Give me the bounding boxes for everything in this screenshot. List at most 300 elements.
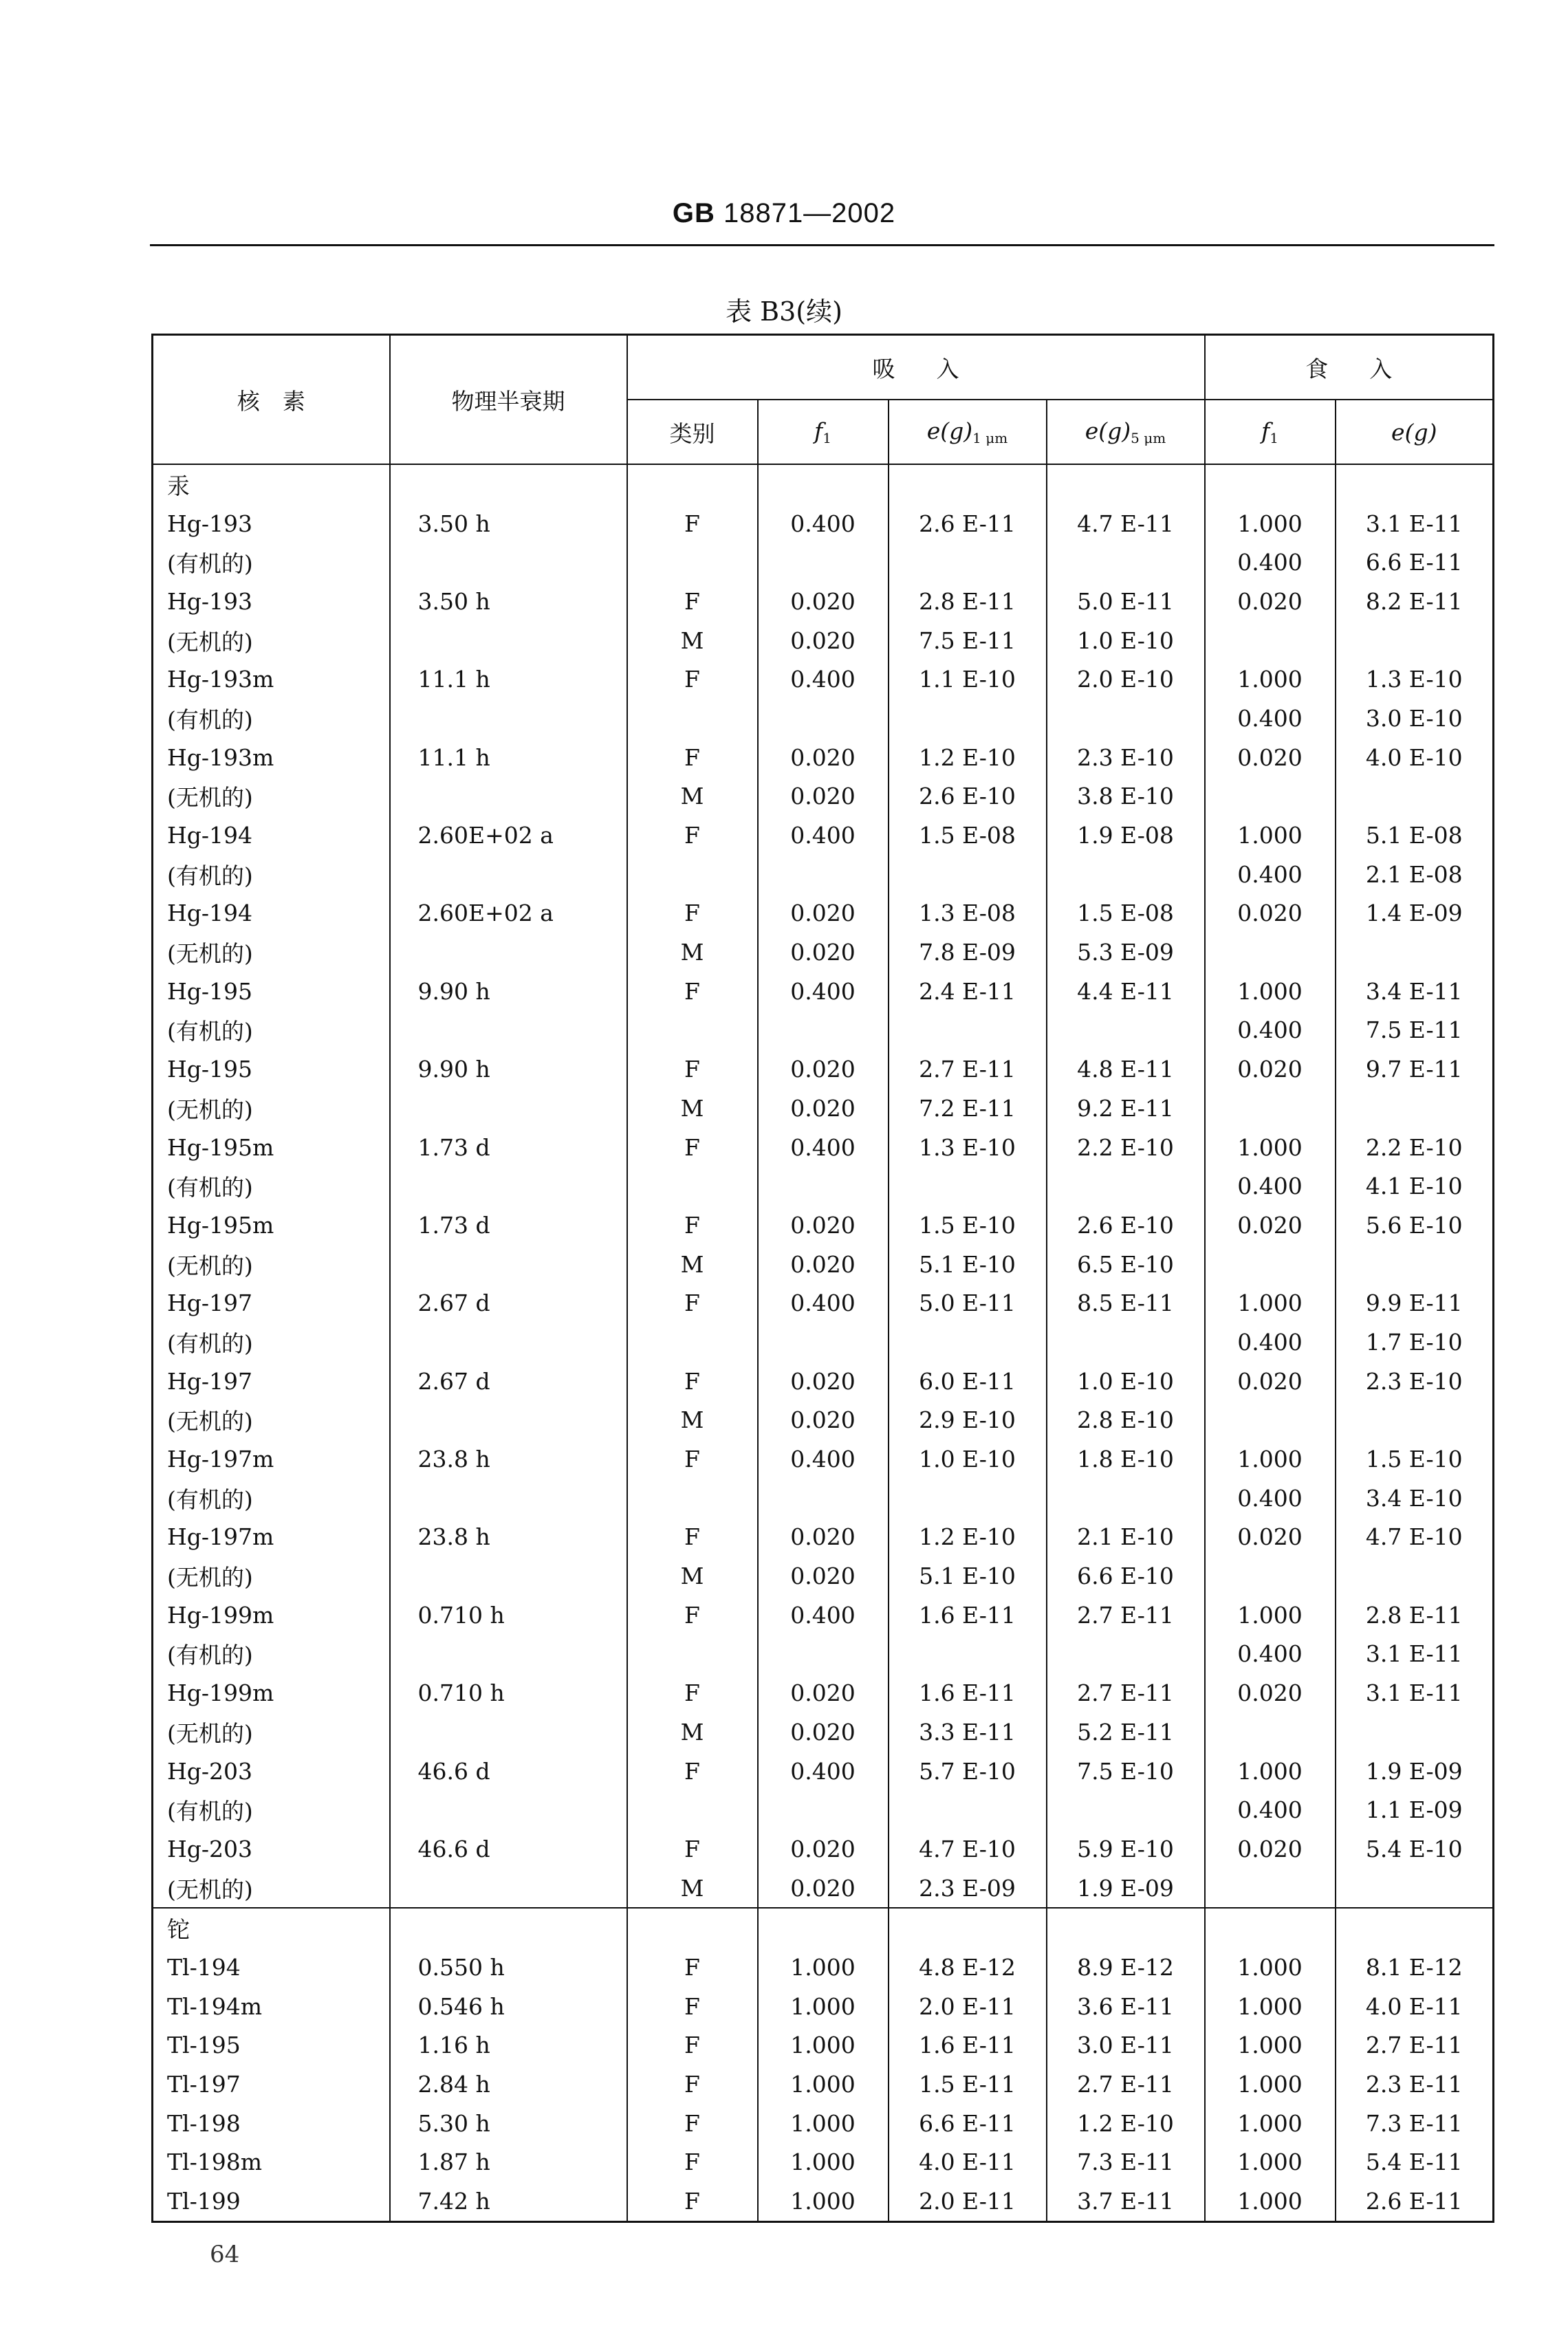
table-cell: 6.0 E-11 <box>889 1362 1047 1401</box>
table-cell: 0.020 <box>758 933 889 972</box>
table-cell: (无机的) <box>153 933 390 972</box>
table-cell: 5.1 E-10 <box>889 1556 1047 1596</box>
table-cell: (有机的) <box>153 1011 390 1050</box>
table-cell: (无机的) <box>153 1089 390 1128</box>
table-cell: 3.1 E-11 <box>1336 504 1494 543</box>
table-cell: 0.020 <box>1205 1518 1336 1557</box>
table-cell <box>1047 1166 1205 1206</box>
table-cell: 0.400 <box>758 972 889 1011</box>
col-header-halflife: 物理半衰期 <box>390 335 627 465</box>
table-cell <box>1205 1089 1336 1128</box>
table-cell: 23.8 h <box>390 1439 627 1479</box>
table-cell: 0.020 <box>758 1713 889 1752</box>
table-cell: M <box>627 1089 758 1128</box>
table-cell: 3.1 E-11 <box>1336 1673 1494 1713</box>
table-cell: F <box>627 1596 758 1635</box>
table-cell: 8.2 E-11 <box>1336 582 1494 621</box>
table-cell: F <box>627 1283 758 1323</box>
table-cell <box>390 1245 627 1284</box>
table-cell: 1.4 E-09 <box>1336 894 1494 933</box>
table-cell: F <box>627 2104 758 2143</box>
table-cell: 2.7 E-11 <box>1047 1673 1205 1713</box>
table-cell: 9.7 E-11 <box>1336 1050 1494 1089</box>
table-cell: 3.1 E-11 <box>1336 1635 1494 1674</box>
table-cell: 1.73 d <box>390 1206 627 1245</box>
table-cell <box>390 1011 627 1050</box>
table-cell: 0.020 <box>1205 1362 1336 1401</box>
table-cell: 1.000 <box>1205 2065 1336 2104</box>
col-header-f1-inhalation: $f_1$ <box>758 400 889 464</box>
table-cell <box>390 1323 627 1362</box>
table-cell: 6.6 E-11 <box>1336 543 1494 582</box>
table-row <box>153 933 1494 972</box>
table-cell: 1.6 E-11 <box>889 1673 1047 1713</box>
table-cell: 0.020 <box>758 1245 889 1284</box>
table-cell: 1.6 E-11 <box>889 2026 1047 2065</box>
table-cell <box>627 1166 758 1206</box>
table-cell <box>758 1635 889 1674</box>
table-cell: 2.60E+02 a <box>390 816 627 855</box>
table-cell <box>390 1556 627 1596</box>
table-cell: 5.3 E-09 <box>1047 933 1205 972</box>
table-cell: 0.020 <box>758 1050 889 1089</box>
table-cell <box>1047 855 1205 894</box>
table-cell: F <box>627 738 758 777</box>
table-row <box>153 621 1494 660</box>
table-cell: 1.000 <box>1205 1987 1336 2026</box>
table-cell: 1.87 h <box>390 2143 627 2182</box>
table-cell: 2.6 E-11 <box>889 504 1047 543</box>
table-body <box>153 464 1494 2221</box>
table-cell: 1.000 <box>1205 660 1336 699</box>
table-cell <box>758 1908 889 1948</box>
table-cell: Hg-197m <box>153 1518 390 1557</box>
table-row <box>153 894 1494 933</box>
table-cell: 0.020 <box>1205 1050 1336 1089</box>
table-cell <box>758 1323 889 1362</box>
table-cell: Tl-195 <box>153 2026 390 2065</box>
table-cell: M <box>627 1556 758 1596</box>
table-cell: 0.020 <box>758 777 889 816</box>
table-cell: 11.1 h <box>390 738 627 777</box>
table-cell: 1.000 <box>758 2143 889 2182</box>
table-row <box>153 1635 1494 1674</box>
table-cell: F <box>627 2143 758 2182</box>
table-cell: F <box>627 660 758 699</box>
table-cell: 1.000 <box>758 2182 889 2221</box>
table-cell: 1.000 <box>758 2026 889 2065</box>
table-row <box>153 1713 1494 1752</box>
table-cell <box>889 1011 1047 1050</box>
table-cell: F <box>627 1518 758 1557</box>
table-cell: 0.020 <box>1205 894 1336 933</box>
table-row <box>153 816 1494 855</box>
table-cell <box>758 1790 889 1829</box>
table-cell <box>758 699 889 738</box>
table-cell: 0.400 <box>1205 1323 1336 1362</box>
table-cell: 2.8 E-10 <box>1047 1401 1205 1440</box>
table-cell: 0.400 <box>758 816 889 855</box>
table-cell <box>390 777 627 816</box>
table-cell: 1.6 E-11 <box>889 1596 1047 1635</box>
table-cell: 0.020 <box>1205 582 1336 621</box>
table-cell: 0.400 <box>1205 855 1336 894</box>
table-cell: 2.6 E-11 <box>1336 2182 1494 2221</box>
table-cell: 1.000 <box>1205 2026 1336 2065</box>
table-cell: 汞 <box>153 464 390 504</box>
table-cell: 7.5 E-11 <box>1336 1011 1494 1050</box>
table-row <box>153 1166 1494 1206</box>
table-cell: 6.6 E-11 <box>889 2104 1047 2143</box>
table-cell: 1.2 E-10 <box>889 1518 1047 1557</box>
table-cell: 5.0 E-11 <box>1047 582 1205 621</box>
table-cell: F <box>627 2182 758 2221</box>
page-number: 64 <box>210 2241 240 2268</box>
table-row <box>153 1050 1494 1089</box>
table-cell: M <box>627 1869 758 1909</box>
table-cell: 8.9 E-12 <box>1047 1948 1205 1987</box>
table-cell: 1.3 E-10 <box>1336 660 1494 699</box>
table-cell: F <box>627 1206 758 1245</box>
table-cell: 5.9 E-10 <box>1047 1829 1205 1869</box>
table-cell <box>390 1089 627 1128</box>
table-cell <box>627 1011 758 1050</box>
table-cell: 0.020 <box>758 1206 889 1245</box>
table-cell: 2.8 E-11 <box>889 582 1047 621</box>
table-cell: Hg-194 <box>153 816 390 855</box>
table-cell <box>390 1790 627 1829</box>
table-cell: (有机的) <box>153 1479 390 1518</box>
table-row <box>153 1948 1494 1987</box>
table-cell: 4.0 E-11 <box>1336 1987 1494 2026</box>
table-cell <box>1336 1401 1494 1440</box>
table-cell <box>1047 464 1205 504</box>
table-cell: 1.1 E-09 <box>1336 1790 1494 1829</box>
table-cell: 0.020 <box>1205 1673 1336 1713</box>
table-cell <box>1047 699 1205 738</box>
table-cell: 0.550 h <box>390 1948 627 1987</box>
table-cell: 0.020 <box>758 738 889 777</box>
table-cell: 6.5 E-10 <box>1047 1245 1205 1284</box>
table-row <box>153 2143 1494 2182</box>
table-cell: 1.000 <box>1205 1128 1336 1167</box>
table-cell: F <box>627 894 758 933</box>
table-cell <box>390 543 627 582</box>
table-cell: (无机的) <box>153 777 390 816</box>
table-cell <box>1336 1869 1494 1909</box>
table-cell <box>1205 1556 1336 1596</box>
table-cell: 0.020 <box>758 1401 889 1440</box>
table-cell <box>627 464 758 504</box>
table-cell: Hg-197m <box>153 1439 390 1479</box>
table-cell: 3.4 E-10 <box>1336 1479 1494 1518</box>
table-cell <box>1205 1713 1336 1752</box>
table-row <box>153 738 1494 777</box>
table-cell: 2.6 E-10 <box>889 777 1047 816</box>
table-cell <box>889 1323 1047 1362</box>
table-cell <box>627 1790 758 1829</box>
table-cell: 0.546 h <box>390 1987 627 2026</box>
table-cell <box>758 1011 889 1050</box>
table-cell <box>758 1166 889 1206</box>
table-cell: 23.8 h <box>390 1518 627 1557</box>
standard-prefix: GB <box>672 198 715 228</box>
table-cell <box>1047 543 1205 582</box>
table-cell: 5.0 E-11 <box>889 1283 1047 1323</box>
table-cell: Hg-195 <box>153 972 390 1011</box>
table-cell: Hg-203 <box>153 1752 390 1791</box>
table-cell: 3.0 E-10 <box>1336 699 1494 738</box>
table-row <box>153 464 1494 504</box>
table-cell: 4.0 E-11 <box>889 2143 1047 2182</box>
table-cell <box>1205 464 1336 504</box>
table-row <box>153 1987 1494 2026</box>
table-cell: Hg-203 <box>153 1829 390 1869</box>
table-cell: 0.020 <box>758 894 889 933</box>
table-cell <box>889 699 1047 738</box>
table-cell: 7.3 E-11 <box>1047 2143 1205 2182</box>
table-cell: 0.400 <box>1205 1011 1336 1050</box>
table-cell <box>889 1479 1047 1518</box>
table-row <box>153 660 1494 699</box>
table-cell: 1.000 <box>1205 1439 1336 1479</box>
table-cell: 0.400 <box>758 1752 889 1791</box>
table-cell <box>1205 1245 1336 1284</box>
table-row <box>153 1829 1494 1869</box>
table-cell <box>1205 777 1336 816</box>
table-cell: Hg-199m <box>153 1596 390 1635</box>
table-cell <box>889 1166 1047 1206</box>
table-row <box>153 582 1494 621</box>
table-cell: (有机的) <box>153 1635 390 1674</box>
table-cell: 0.020 <box>758 621 889 660</box>
table-cell: 1.000 <box>1205 1948 1336 1987</box>
table-cell: 7.42 h <box>390 2182 627 2221</box>
table-cell: M <box>627 1713 758 1752</box>
table-cell: 1.2 E-10 <box>889 738 1047 777</box>
table-cell: 0.020 <box>1205 1829 1336 1869</box>
table-cell: 4.7 E-10 <box>1336 1518 1494 1557</box>
table-cell <box>1047 1790 1205 1829</box>
table-cell: 2.3 E-10 <box>1336 1362 1494 1401</box>
table-row <box>153 1479 1494 1518</box>
standard-header <box>0 198 1568 229</box>
table-cell: 0.400 <box>758 504 889 543</box>
table-cell: 1.000 <box>758 2065 889 2104</box>
table-cell: 0.400 <box>1205 1790 1336 1829</box>
table-cell: 4.8 E-12 <box>889 1948 1047 1987</box>
table-cell: 3.0 E-11 <box>1047 2026 1205 2065</box>
table-cell <box>889 464 1047 504</box>
col-header-eg-ingestion: e(g) <box>1336 400 1494 464</box>
table-cell <box>390 1908 627 1948</box>
table-cell: 4.7 E-10 <box>889 1829 1047 1869</box>
table-cell: Hg-195m <box>153 1128 390 1167</box>
table-cell: 2.0 E-11 <box>889 1987 1047 2026</box>
table-cell: 1.000 <box>1205 2143 1336 2182</box>
col-header-f1-ingestion: $f_1$ <box>1205 400 1336 464</box>
table-cell: 2.4 E-11 <box>889 972 1047 1011</box>
table-cell: M <box>627 621 758 660</box>
table-row <box>153 1673 1494 1713</box>
table-cell <box>627 1635 758 1674</box>
col-header-eg-1um: $e(g)_{1 \mu m}$ <box>889 400 1047 464</box>
header-rule <box>150 244 1494 246</box>
table-cell: Tl-198m <box>153 2143 390 2182</box>
table-cell: 0.400 <box>758 1596 889 1635</box>
standard-number: 18871—2002 <box>723 198 896 228</box>
table-cell: 2.0 E-11 <box>889 2182 1047 2221</box>
table-cell <box>889 1908 1047 1948</box>
table-row <box>153 1128 1494 1167</box>
table-cell: F <box>627 1752 758 1791</box>
table-cell: (有机的) <box>153 855 390 894</box>
table-cell: 7.8 E-09 <box>889 933 1047 972</box>
table-cell: Tl-194m <box>153 1987 390 2026</box>
table-cell: 6.6 E-10 <box>1047 1556 1205 1596</box>
table-cell: (有机的) <box>153 1323 390 1362</box>
table-cell: 4.1 E-10 <box>1336 1166 1494 1206</box>
table-cell: F <box>627 2065 758 2104</box>
table-cell <box>390 1401 627 1440</box>
table-cell: (无机的) <box>153 621 390 660</box>
table-cell <box>1336 1908 1494 1948</box>
table-row <box>153 1556 1494 1596</box>
table-cell: 4.8 E-11 <box>1047 1050 1205 1089</box>
table-cell <box>1205 933 1336 972</box>
table-cell <box>627 699 758 738</box>
table-row <box>153 1283 1494 1323</box>
table-cell: F <box>627 582 758 621</box>
table-cell: 1.8 E-10 <box>1047 1439 1205 1479</box>
table-cell: 0.020 <box>758 1869 889 1909</box>
table-cell: 2.7 E-11 <box>1336 2026 1494 2065</box>
table-cell: 3.50 h <box>390 582 627 621</box>
table-cell: M <box>627 1245 758 1284</box>
table-cell: 1.000 <box>1205 1596 1336 1635</box>
table-cell: 0.020 <box>758 582 889 621</box>
table-row <box>153 2065 1494 2104</box>
table-cell: 1.5 E-08 <box>889 816 1047 855</box>
table-cell: F <box>627 1829 758 1869</box>
table-cell: 5.1 E-08 <box>1336 816 1494 855</box>
table-cell: 1.73 d <box>390 1128 627 1167</box>
table-cell <box>889 855 1047 894</box>
table-cell: 1.9 E-08 <box>1047 816 1205 855</box>
table-cell: 5.4 E-11 <box>1336 2143 1494 2182</box>
table-cell: 7.2 E-11 <box>889 1089 1047 1128</box>
table-cell: 0.400 <box>758 1283 889 1323</box>
table-cell <box>889 1635 1047 1674</box>
table-cell: 0.020 <box>758 1829 889 1869</box>
table-cell: 5.1 E-10 <box>889 1245 1047 1284</box>
table-cell <box>390 621 627 660</box>
table-row <box>153 1206 1494 1245</box>
table-cell: 1.0 E-10 <box>889 1439 1047 1479</box>
table-cell: 8.1 E-12 <box>1336 1948 1494 1987</box>
table-cell <box>1205 1908 1336 1948</box>
table-cell: 2.9 E-10 <box>889 1401 1047 1440</box>
table-cell: Tl-194 <box>153 1948 390 1987</box>
table-cell: 0.710 h <box>390 1596 627 1635</box>
table-cell: 5.4 E-10 <box>1336 1829 1494 1869</box>
table-cell <box>1336 621 1494 660</box>
table-cell: F <box>627 504 758 543</box>
table-cell: (有机的) <box>153 1790 390 1829</box>
table-cell: Hg-195m <box>153 1206 390 1245</box>
table-cell: 1.000 <box>1205 2182 1336 2221</box>
table-cell: 2.7 E-11 <box>1047 2065 1205 2104</box>
table-cell: 3.3 E-11 <box>889 1713 1047 1752</box>
dose-coefficient-table <box>151 334 1494 2223</box>
table-cell: F <box>627 1362 758 1401</box>
table-cell: 0.400 <box>1205 543 1336 582</box>
table-row <box>153 1362 1494 1401</box>
table-cell: 1.9 E-09 <box>1336 1752 1494 1791</box>
table-cell <box>1205 1401 1336 1440</box>
table-cell <box>390 1713 627 1752</box>
table-cell: 0.400 <box>758 660 889 699</box>
table-cell <box>390 464 627 504</box>
table-cell: 9.2 E-11 <box>1047 1089 1205 1128</box>
table-cell: 4.7 E-11 <box>1047 504 1205 543</box>
table-cell: 2.7 E-11 <box>1047 1596 1205 1635</box>
group-header-ingestion: 食入 <box>1205 335 1494 400</box>
table-cell: 2.7 E-11 <box>889 1050 1047 1089</box>
table-cell: 0.020 <box>758 1089 889 1128</box>
table-cell: 2.2 E-10 <box>1336 1128 1494 1167</box>
table-cell: 1.0 E-10 <box>1047 1362 1205 1401</box>
table-cell <box>627 1479 758 1518</box>
group-header-inhalation: 吸入 <box>627 335 1205 400</box>
table-row <box>153 1323 1494 1362</box>
table-cell: 5.6 E-10 <box>1336 1206 1494 1245</box>
table-cell: M <box>627 777 758 816</box>
table-cell: 1.1 E-10 <box>889 660 1047 699</box>
table-cell: 1.000 <box>758 1987 889 2026</box>
table-cell: 2.6 E-10 <box>1047 1206 1205 1245</box>
table-cell: 1.000 <box>1205 2104 1336 2143</box>
table-cell: F <box>627 1673 758 1713</box>
table-cell: M <box>627 1401 758 1440</box>
table-cell: 2.67 d <box>390 1283 627 1323</box>
col-header-type: 类别 <box>627 400 758 464</box>
table-cell <box>1047 1479 1205 1518</box>
table-cell: 0.020 <box>758 1556 889 1596</box>
table-cell <box>1336 777 1494 816</box>
table-cell: 0.020 <box>758 1518 889 1557</box>
table-cell: (有机的) <box>153 543 390 582</box>
table-cell: Hg-193m <box>153 660 390 699</box>
table-cell: 0.020 <box>758 1362 889 1401</box>
table-caption: 表 B3(续) <box>726 296 842 327</box>
table-row <box>153 1245 1494 1284</box>
table-cell: (有机的) <box>153 1166 390 1206</box>
table-cell: 3.8 E-10 <box>1047 777 1205 816</box>
table-cell: 0.400 <box>1205 1635 1336 1674</box>
table-cell: 2.3 E-09 <box>889 1869 1047 1909</box>
table-cell: Hg-193m <box>153 738 390 777</box>
table-cell: 4.0 E-10 <box>1336 738 1494 777</box>
table-cell: Hg-194 <box>153 894 390 933</box>
table-cell: 1.7 E-10 <box>1336 1323 1494 1362</box>
table-cell: 1.000 <box>1205 1283 1336 1323</box>
table-cell: F <box>627 1128 758 1167</box>
table-cell: (无机的) <box>153 1245 390 1284</box>
table-cell <box>1336 1556 1494 1596</box>
table-cell: Hg-193 <box>153 504 390 543</box>
table-cell: 1.5 E-10 <box>889 1206 1047 1245</box>
